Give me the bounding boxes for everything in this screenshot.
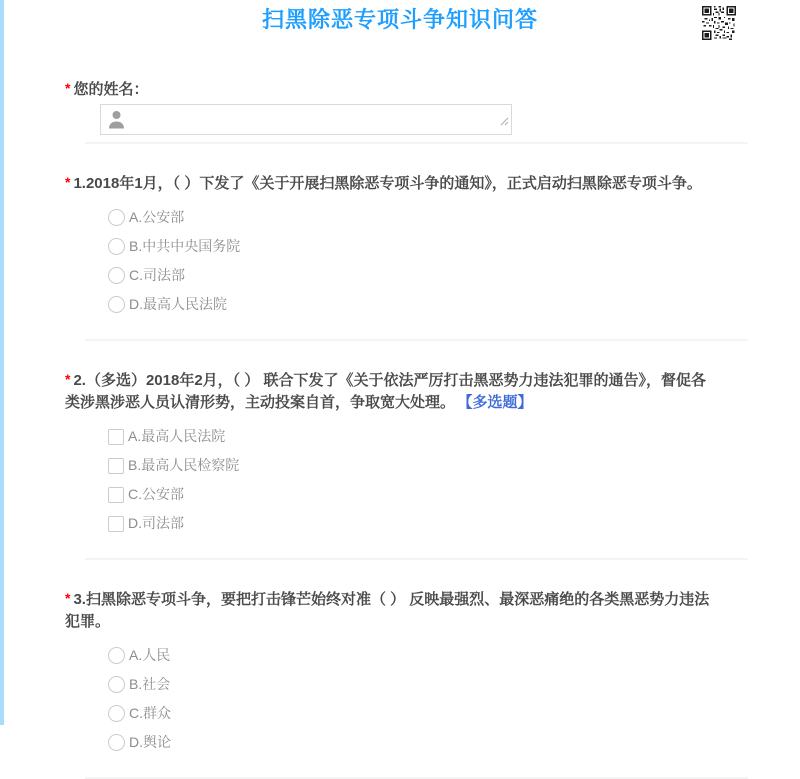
option-label[interactable]: C.群众 xyxy=(129,705,171,721)
question-3-title xyxy=(65,588,715,633)
name-input-wrap xyxy=(100,104,512,135)
multi-select-tag: 【多选题】 xyxy=(465,394,533,411)
option-row[interactable] xyxy=(108,515,748,532)
checkbox-icon[interactable] xyxy=(108,458,124,474)
checkbox-icon[interactable] xyxy=(108,487,124,503)
question-2-text: 2.（多选）2018年2月，（ ） 联合下发了《关于依法严厉打击黑恶势力违法犯罪的通告》，督促各类涉黑涉恶人员认清形势，主动投案自首，争取宽大处理。 xyxy=(65,372,707,411)
qr-code xyxy=(702,6,736,40)
question-2-options xyxy=(108,428,748,532)
option-row[interactable] xyxy=(108,428,748,445)
radio-icon[interactable] xyxy=(108,647,125,664)
question-3-options xyxy=(108,647,748,751)
option-row[interactable] xyxy=(108,238,748,255)
option-row[interactable] xyxy=(108,734,748,751)
radio-icon[interactable] xyxy=(108,238,125,255)
left-accent-strip xyxy=(0,0,4,725)
option-label[interactable]: A.公安部 xyxy=(129,209,185,225)
required-asterisk: * xyxy=(65,174,71,190)
option-row[interactable] xyxy=(108,267,748,284)
question-2 xyxy=(0,341,800,558)
question-2-title xyxy=(65,369,715,414)
option-label[interactable]: B.社会 xyxy=(129,676,171,692)
question-1-text: 1.2018年1月，（ ）下发了《关于开展扫黑除恶专项斗争的通知》，正式启动扫黑除恶专项斗争。 xyxy=(73,175,702,192)
option-label[interactable]: D.司法部 xyxy=(128,515,184,531)
option-label[interactable]: C.公安部 xyxy=(128,486,184,502)
checkbox-icon[interactable] xyxy=(108,429,124,445)
option-label[interactable]: D.舆论 xyxy=(129,734,171,750)
option-label[interactable]: B.最高人民检察院 xyxy=(128,457,240,473)
option-row[interactable] xyxy=(108,676,748,693)
required-asterisk: * xyxy=(65,80,71,96)
option-label[interactable]: D.最高人民法院 xyxy=(129,296,227,312)
option-row[interactable] xyxy=(108,209,748,226)
option-row[interactable] xyxy=(108,296,748,313)
name-label xyxy=(65,79,748,100)
resize-handle-icon[interactable] xyxy=(500,113,509,131)
option-row[interactable] xyxy=(108,486,748,503)
radio-icon[interactable] xyxy=(108,296,125,313)
option-row[interactable] xyxy=(108,647,748,664)
survey-header xyxy=(0,0,800,46)
option-row[interactable] xyxy=(108,705,748,722)
radio-icon[interactable] xyxy=(108,734,125,751)
option-label[interactable]: C.司法部 xyxy=(129,267,185,283)
radio-icon[interactable] xyxy=(108,267,125,284)
option-label[interactable]: A.最高人民法院 xyxy=(128,428,226,444)
question-1-options xyxy=(108,209,748,313)
option-row[interactable] xyxy=(108,457,748,474)
checkbox-icon[interactable] xyxy=(108,516,124,532)
option-label[interactable]: A.人民 xyxy=(129,647,171,663)
question-1 xyxy=(0,144,800,339)
question-3-text: 3.扫黑除恶专项斗争，要把打击锋芒始终对准（ ） 反映最强烈、最深恶痛绝的各类黑恶势力违法犯罪。 xyxy=(65,591,710,630)
radio-icon[interactable] xyxy=(108,676,125,693)
question-3 xyxy=(0,560,800,777)
option-label[interactable]: B.中共中央国务院 xyxy=(129,238,241,254)
name-input[interactable] xyxy=(100,104,512,135)
question-1-title xyxy=(65,172,715,195)
required-asterisk: * xyxy=(65,371,71,387)
name-label-text: 您的姓名： xyxy=(73,81,149,98)
page-title: 扫黑除恶专项斗争知识问答 xyxy=(261,7,538,32)
radio-icon[interactable] xyxy=(108,705,125,722)
required-asterisk: * xyxy=(65,590,71,606)
name-section xyxy=(0,79,800,135)
radio-icon[interactable] xyxy=(108,209,125,226)
